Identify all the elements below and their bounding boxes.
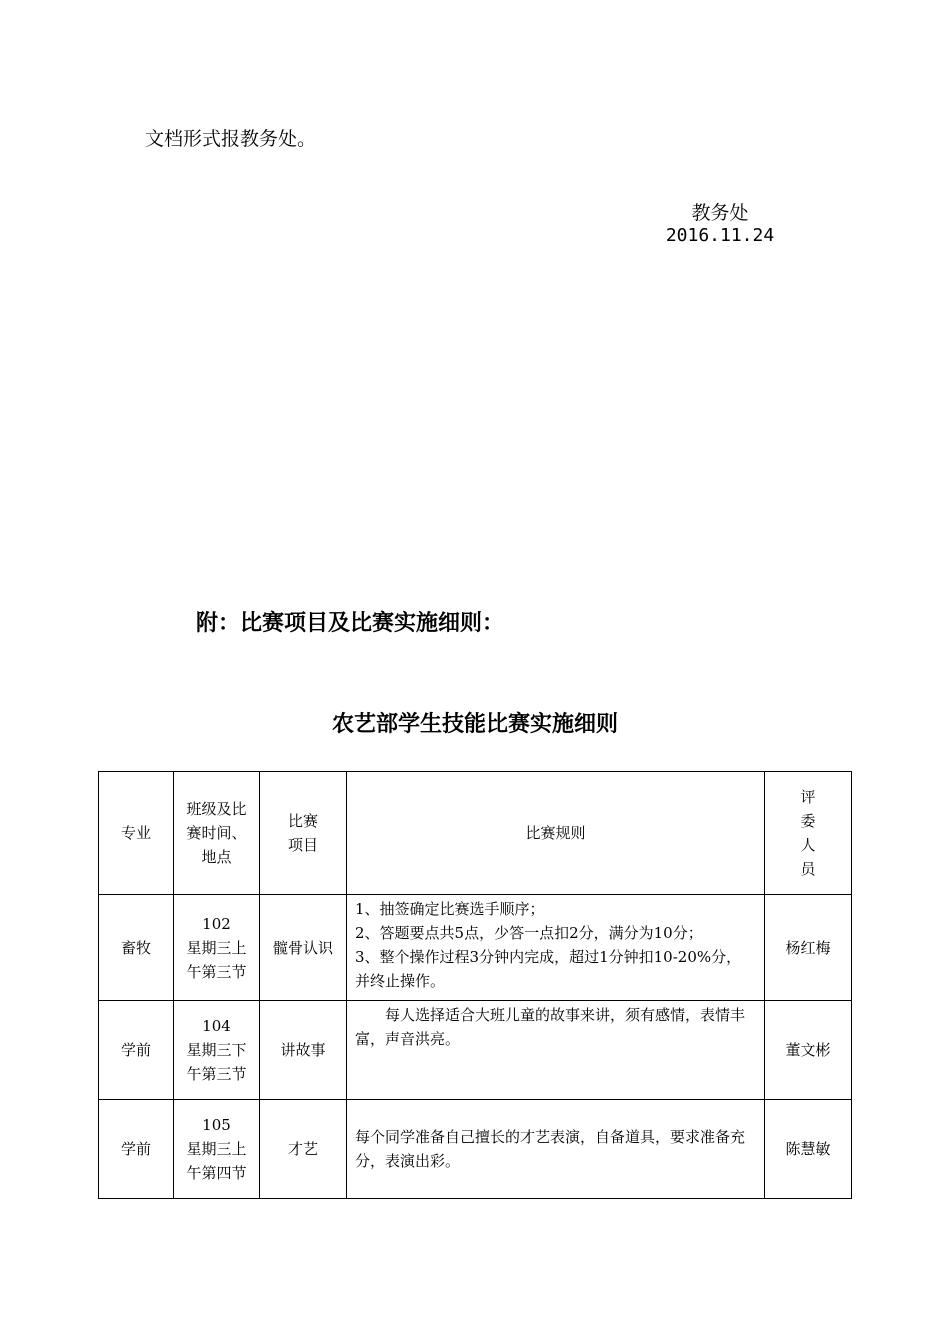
header-class-time-place-text: 班级及比赛时间、地点 xyxy=(186,800,247,866)
row1-rule-2: 2、答题要点共5点，少答一点扣2分，满分为10分； xyxy=(355,924,703,942)
intro-text: 文档形式报教务处。 xyxy=(145,128,317,150)
row1-time: 星期三上午第三节 xyxy=(186,938,247,981)
row1-rules xyxy=(347,895,765,1001)
row2-major: 学前 xyxy=(99,1001,174,1100)
table-row xyxy=(99,895,852,1001)
header-judges-text: 评委人员 xyxy=(800,788,816,878)
row2-rules xyxy=(347,1001,765,1100)
row1-rule-1: 1、抽签确定比赛选手顺序； xyxy=(355,900,545,918)
row2-judge: 董文彬 xyxy=(765,1001,852,1100)
signature-office: 教务处 xyxy=(691,202,749,224)
row2-rule-1: 每人选择适合大班儿童的故事来讲，须有感情，表情丰富，声音洪亮。 xyxy=(355,1006,746,1048)
row1-class xyxy=(174,895,260,1001)
table-title: 农艺部学生技能比赛实施细则 xyxy=(331,712,618,737)
header-class-time-place xyxy=(174,772,260,895)
appendix-heading: 附：比赛项目及比赛实施细则： xyxy=(196,611,505,636)
row1-rule-3: 3、整个操作过程3分钟内完成，超过1分钟扣10-20%分，并终止操作。 xyxy=(355,948,742,990)
header-item-text: 比赛项目 xyxy=(287,812,318,854)
row1-major: 畜牧 xyxy=(99,895,174,1001)
table-row xyxy=(99,1100,852,1199)
header-major: 专业 xyxy=(99,772,174,895)
row2-item: 讲故事 xyxy=(260,1001,347,1100)
header-item xyxy=(260,772,347,895)
header-rules: 比赛规则 xyxy=(347,772,765,895)
row1-item: 髋骨认识 xyxy=(260,895,347,1001)
table-row xyxy=(99,1001,852,1100)
row3-time: 星期三上午第四节 xyxy=(186,1140,247,1182)
row3-major: 学前 xyxy=(99,1100,174,1199)
row3-class xyxy=(174,1100,260,1199)
rules-table xyxy=(98,771,852,1199)
row1-class-no: 102 xyxy=(202,914,231,933)
row2-time: 星期三下午第三节 xyxy=(186,1041,247,1083)
table-header-row xyxy=(99,772,852,895)
row1-judge: 杨红梅 xyxy=(765,895,852,1001)
signature-date: 2016.11.24 xyxy=(665,225,775,246)
header-judges xyxy=(765,772,852,895)
row3-rules xyxy=(347,1100,765,1199)
row3-class-no: 105 xyxy=(202,1116,231,1134)
row3-rule-1: 每个同学准备自己擅长的才艺表演，自备道具，要求准备充分，表演出彩。 xyxy=(355,1128,746,1170)
row3-judge: 陈慧敏 xyxy=(765,1100,852,1199)
row2-class-no: 104 xyxy=(202,1017,231,1035)
row3-item: 才艺 xyxy=(260,1100,347,1199)
row2-class xyxy=(174,1001,260,1100)
